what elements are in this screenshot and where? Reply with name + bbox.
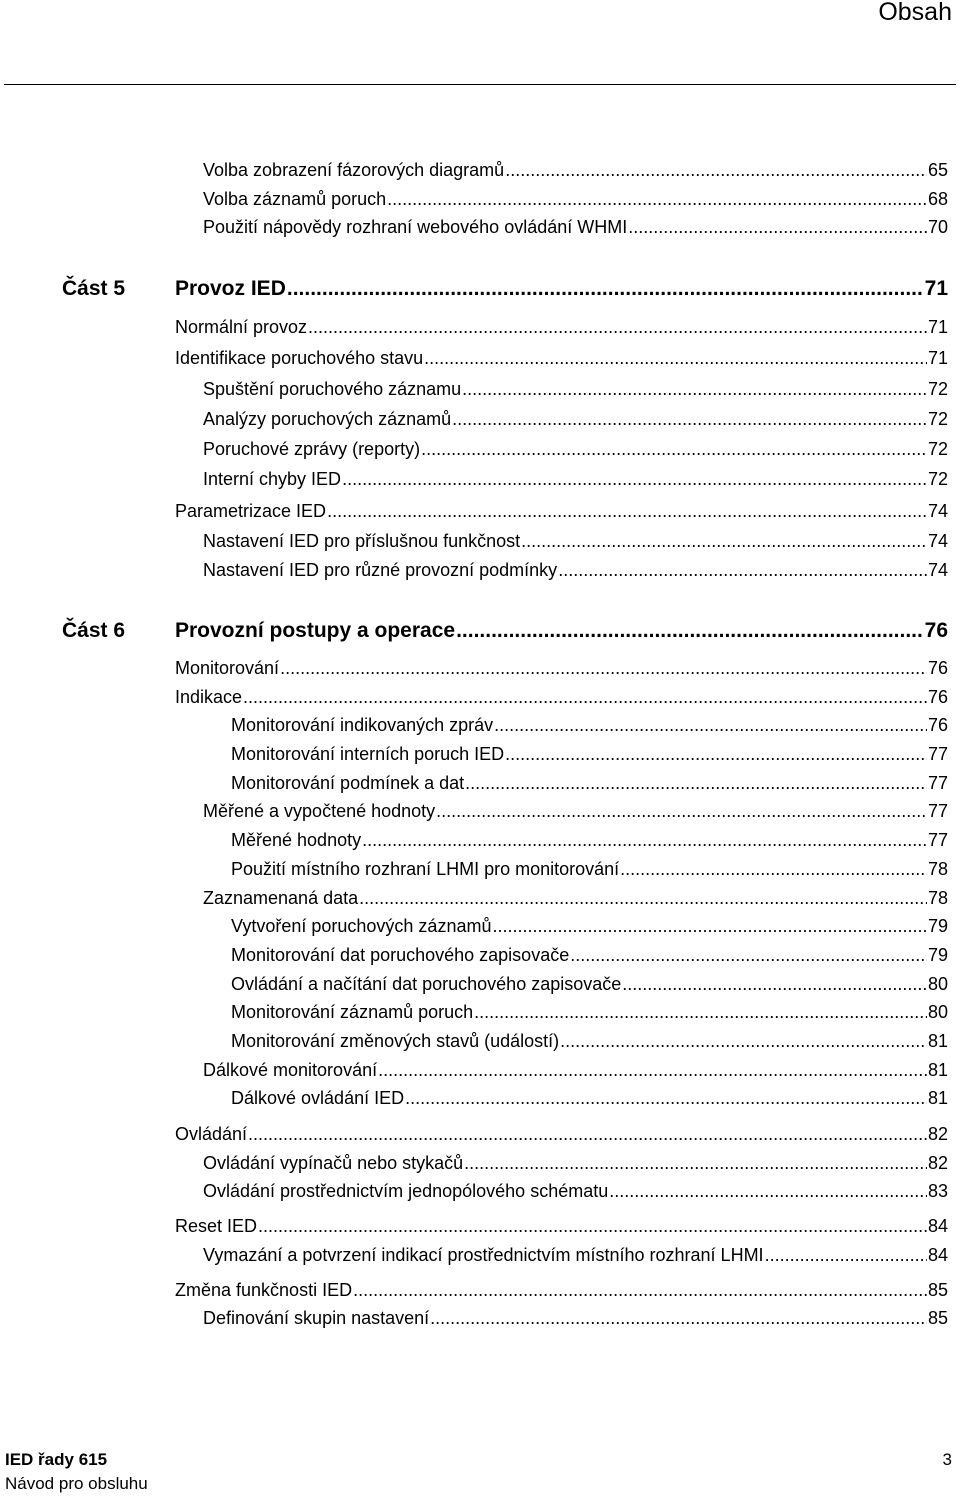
toc-entry-title: Vymazání a potvrzení indikací prostřednictvím místního rozhraní LHMI	[203, 1245, 764, 1265]
toc-entry-page: 68	[927, 189, 948, 209]
toc-entry[interactable]	[175, 1121, 948, 1147]
toc-entry-title: Monitorování	[175, 658, 280, 678]
footer-doc-type: Návod pro obsluhu	[5, 1474, 148, 1493]
toc-entry-page: 74	[927, 501, 948, 521]
toc-entry-page: 72	[927, 439, 948, 459]
toc-entry-title: Monitorování podmínek a dat	[231, 773, 465, 793]
toc-entry-title: Parametrizace IED	[175, 501, 327, 521]
toc-entry[interactable]	[231, 712, 948, 738]
toc-entry[interactable]	[231, 1028, 948, 1054]
toc-entry-page: 76	[927, 658, 948, 678]
toc-entry[interactable]	[175, 345, 948, 371]
toc-entry[interactable]	[203, 157, 948, 183]
toc-entry-title: Ovládání vypínačů nebo stykačů	[203, 1153, 464, 1173]
toc-leader	[387, 186, 927, 212]
toc-entry-title: Monitorování změnových stavů (událostí)	[231, 1031, 560, 1051]
toc-entry[interactable]	[203, 186, 948, 212]
toc-entry-title: Indikace	[175, 687, 243, 707]
toc-leader	[462, 376, 927, 402]
toc-entry-title: Identifikace poruchového stavu	[175, 348, 424, 368]
toc-leader	[327, 498, 927, 524]
toc-entry[interactable]	[175, 684, 948, 710]
toc-leader	[359, 885, 927, 911]
page-header-title: Obsah	[878, 0, 952, 26]
toc-leader	[243, 684, 927, 710]
toc-entry[interactable]	[231, 741, 948, 767]
toc-entry[interactable]	[203, 406, 948, 432]
toc-entry[interactable]	[231, 913, 948, 939]
toc-entry-title: Normální provoz	[175, 317, 308, 337]
toc-entry-title: Reset IED	[175, 1216, 258, 1236]
toc-leader	[492, 913, 927, 939]
toc-entry-page: 76	[927, 715, 948, 735]
toc-entry[interactable]	[175, 1213, 948, 1239]
toc-entry-page: 71	[927, 348, 948, 368]
toc-entry-page: 84	[927, 1216, 948, 1236]
toc-entry-title: Ovládání	[175, 1124, 248, 1144]
toc-entry-title: Spuštění poruchového záznamu	[203, 379, 462, 399]
toc-entry[interactable]	[231, 770, 948, 796]
toc-leader	[362, 827, 927, 853]
toc-entry-title: Použití místního rozhraní LHMI pro monitorování	[231, 859, 620, 879]
page-footer	[5, 1448, 148, 1496]
toc-leader	[620, 856, 927, 882]
toc-entry-page: 72	[927, 469, 948, 489]
toc-entry-title: Monitorování záznamů poruch	[231, 1002, 474, 1022]
toc-entry-title: Interní chyby IED	[203, 469, 342, 489]
toc-leader	[622, 971, 927, 997]
toc-leader	[609, 1178, 927, 1204]
toc-entry-title: Zaznamenaná data	[203, 888, 359, 908]
toc-entry-page: 74	[927, 560, 948, 580]
part-label-6: Část 6	[62, 619, 126, 642]
toc-leader	[436, 798, 927, 824]
toc-entry-page: 74	[927, 531, 948, 551]
toc-entry[interactable]	[175, 1277, 948, 1303]
toc-entry-title: Vytvoření poruchových záznamů	[231, 916, 492, 936]
toc-entry-page: 81	[927, 1088, 948, 1108]
toc-entry-title: Monitorování dat poruchového zapisovače	[231, 945, 570, 965]
toc-entry-title: Ovládání a načítání dat poruchového zapisovače	[231, 974, 622, 994]
toc-leader	[570, 942, 927, 968]
toc-entry-page: 77	[927, 773, 948, 793]
toc-entry-title: Definování skupin nastavení	[203, 1308, 430, 1328]
toc-entry-page: 79	[927, 945, 948, 965]
toc-entry-page: 78	[927, 888, 948, 908]
toc-entry-page: 70	[927, 217, 948, 237]
toc-entry-title: Měřené hodnoty	[231, 830, 362, 850]
toc-entry-page: 81	[927, 1060, 948, 1080]
toc-entry[interactable]	[203, 1305, 948, 1331]
toc-entry-page: 83	[927, 1181, 948, 1201]
toc-entry[interactable]	[175, 498, 948, 524]
toc-entry[interactable]	[203, 466, 948, 492]
toc-entry-title: Nastavení IED pro různé provozní podmínky	[203, 560, 558, 580]
part-label-5: Část 5	[62, 277, 126, 300]
toc-leader	[494, 712, 927, 738]
toc-entry-page: 77	[927, 744, 948, 764]
toc-entry-title: Volba zobrazení fázorových diagramů	[203, 160, 505, 180]
toc-leader	[452, 406, 927, 432]
toc-entry-page: 65	[927, 160, 948, 180]
toc-leader	[378, 1057, 927, 1083]
toc-entry[interactable]	[231, 827, 948, 853]
toc-entry[interactable]	[203, 376, 948, 402]
toc-leader	[558, 557, 927, 583]
toc-entry-title: Monitorování interních poruch IED	[231, 744, 505, 764]
toc-entry-title: Poruchové zprávy (reporty)	[203, 439, 421, 459]
toc-leader	[560, 1028, 927, 1054]
toc-entry-page: 71	[927, 317, 948, 337]
toc-entry[interactable]	[203, 214, 948, 240]
toc-entry[interactable]	[203, 798, 948, 824]
toc-entry-page: 80	[927, 1002, 948, 1022]
toc-entry[interactable]	[203, 528, 948, 554]
toc-leader	[353, 1277, 927, 1303]
toc-leader	[424, 345, 927, 371]
toc-leader	[505, 157, 927, 183]
toc-entry-title: Provozní postupy a operace	[175, 619, 456, 642]
toc-leader	[521, 528, 927, 554]
toc-entry[interactable]	[175, 655, 948, 681]
toc-entry-title: Dálkové ovládání IED	[231, 1088, 405, 1108]
toc-entry-page: 77	[927, 801, 948, 821]
toc-entry[interactable]	[203, 1057, 948, 1083]
toc-entry-page: 77	[927, 830, 948, 850]
toc-leader	[430, 1305, 927, 1331]
toc-leader	[248, 1121, 927, 1147]
toc-leader	[287, 276, 924, 302]
toc-leader	[505, 741, 927, 767]
toc-entry[interactable]	[203, 557, 948, 583]
toc-entry[interactable]	[231, 1085, 948, 1111]
toc-entry[interactable]	[231, 971, 948, 997]
toc-entry-page: 71	[924, 277, 948, 300]
toc-leader	[628, 214, 927, 240]
toc-entry-page: 79	[927, 916, 948, 936]
toc-leader	[464, 1150, 927, 1176]
toc-entry[interactable]	[203, 1178, 948, 1204]
toc-entry-page: 72	[927, 379, 948, 399]
toc-entry-page: 81	[927, 1031, 948, 1051]
footer-page-number: 3	[942, 1450, 952, 1469]
toc-entry-page: 72	[927, 409, 948, 429]
toc-entry[interactable]	[203, 436, 948, 462]
toc-entry-page: 84	[927, 1245, 948, 1265]
toc-leader	[308, 314, 927, 340]
footer-product: IED řady 615	[5, 1450, 108, 1469]
toc-entry-title: Měřené a vypočtené hodnoty	[203, 801, 436, 821]
toc-entry-title: Nastavení IED pro příslušnou funkčnost	[203, 531, 521, 551]
toc-leader	[280, 655, 927, 681]
toc-entry[interactable]	[203, 1242, 948, 1268]
toc-entry-page: 82	[927, 1153, 948, 1173]
toc-entry-title: Změna funkčnosti IED	[175, 1280, 353, 1300]
toc-leader	[258, 1213, 927, 1239]
header-divider	[4, 84, 956, 85]
toc-entry-title: Monitorování indikovaných zpráv	[231, 715, 494, 735]
toc-leader	[765, 1242, 927, 1268]
toc-part-entry[interactable]	[175, 618, 948, 644]
toc-entry-title: Ovládání prostřednictvím jednopólového schématu	[203, 1181, 609, 1201]
toc-entry-page: 76	[927, 687, 948, 707]
toc-leader	[342, 466, 927, 492]
toc-entry[interactable]	[203, 885, 948, 911]
toc-part-entry[interactable]	[175, 276, 948, 302]
toc-entry-title: Provoz IED	[175, 277, 286, 300]
toc-entry-title: Dálkové monitorování	[203, 1060, 378, 1080]
toc-entry[interactable]	[203, 1150, 948, 1176]
toc-entry[interactable]	[175, 314, 948, 340]
toc-leader	[421, 436, 927, 462]
toc-leader	[456, 618, 924, 644]
toc-leader	[474, 999, 927, 1025]
toc-entry[interactable]	[231, 999, 948, 1025]
toc-leader	[405, 1085, 927, 1111]
toc-entry[interactable]	[231, 942, 948, 968]
toc-leader	[465, 770, 927, 796]
toc-entry-title: Použití nápovědy rozhraní webového ovládání WHMI	[203, 217, 628, 237]
toc-entry-page: 80	[927, 974, 948, 994]
toc-entry-title: Analýzy poruchových záznamů	[203, 409, 452, 429]
toc-entry-page: 85	[927, 1308, 948, 1328]
toc-entry[interactable]	[231, 856, 948, 882]
toc-entry-title: Volba záznamů poruch	[203, 189, 387, 209]
toc-entry-page: 85	[927, 1280, 948, 1300]
toc-entry-page: 78	[927, 859, 948, 879]
toc-entry-page: 82	[927, 1124, 948, 1144]
toc-entry-page: 76	[924, 619, 948, 642]
